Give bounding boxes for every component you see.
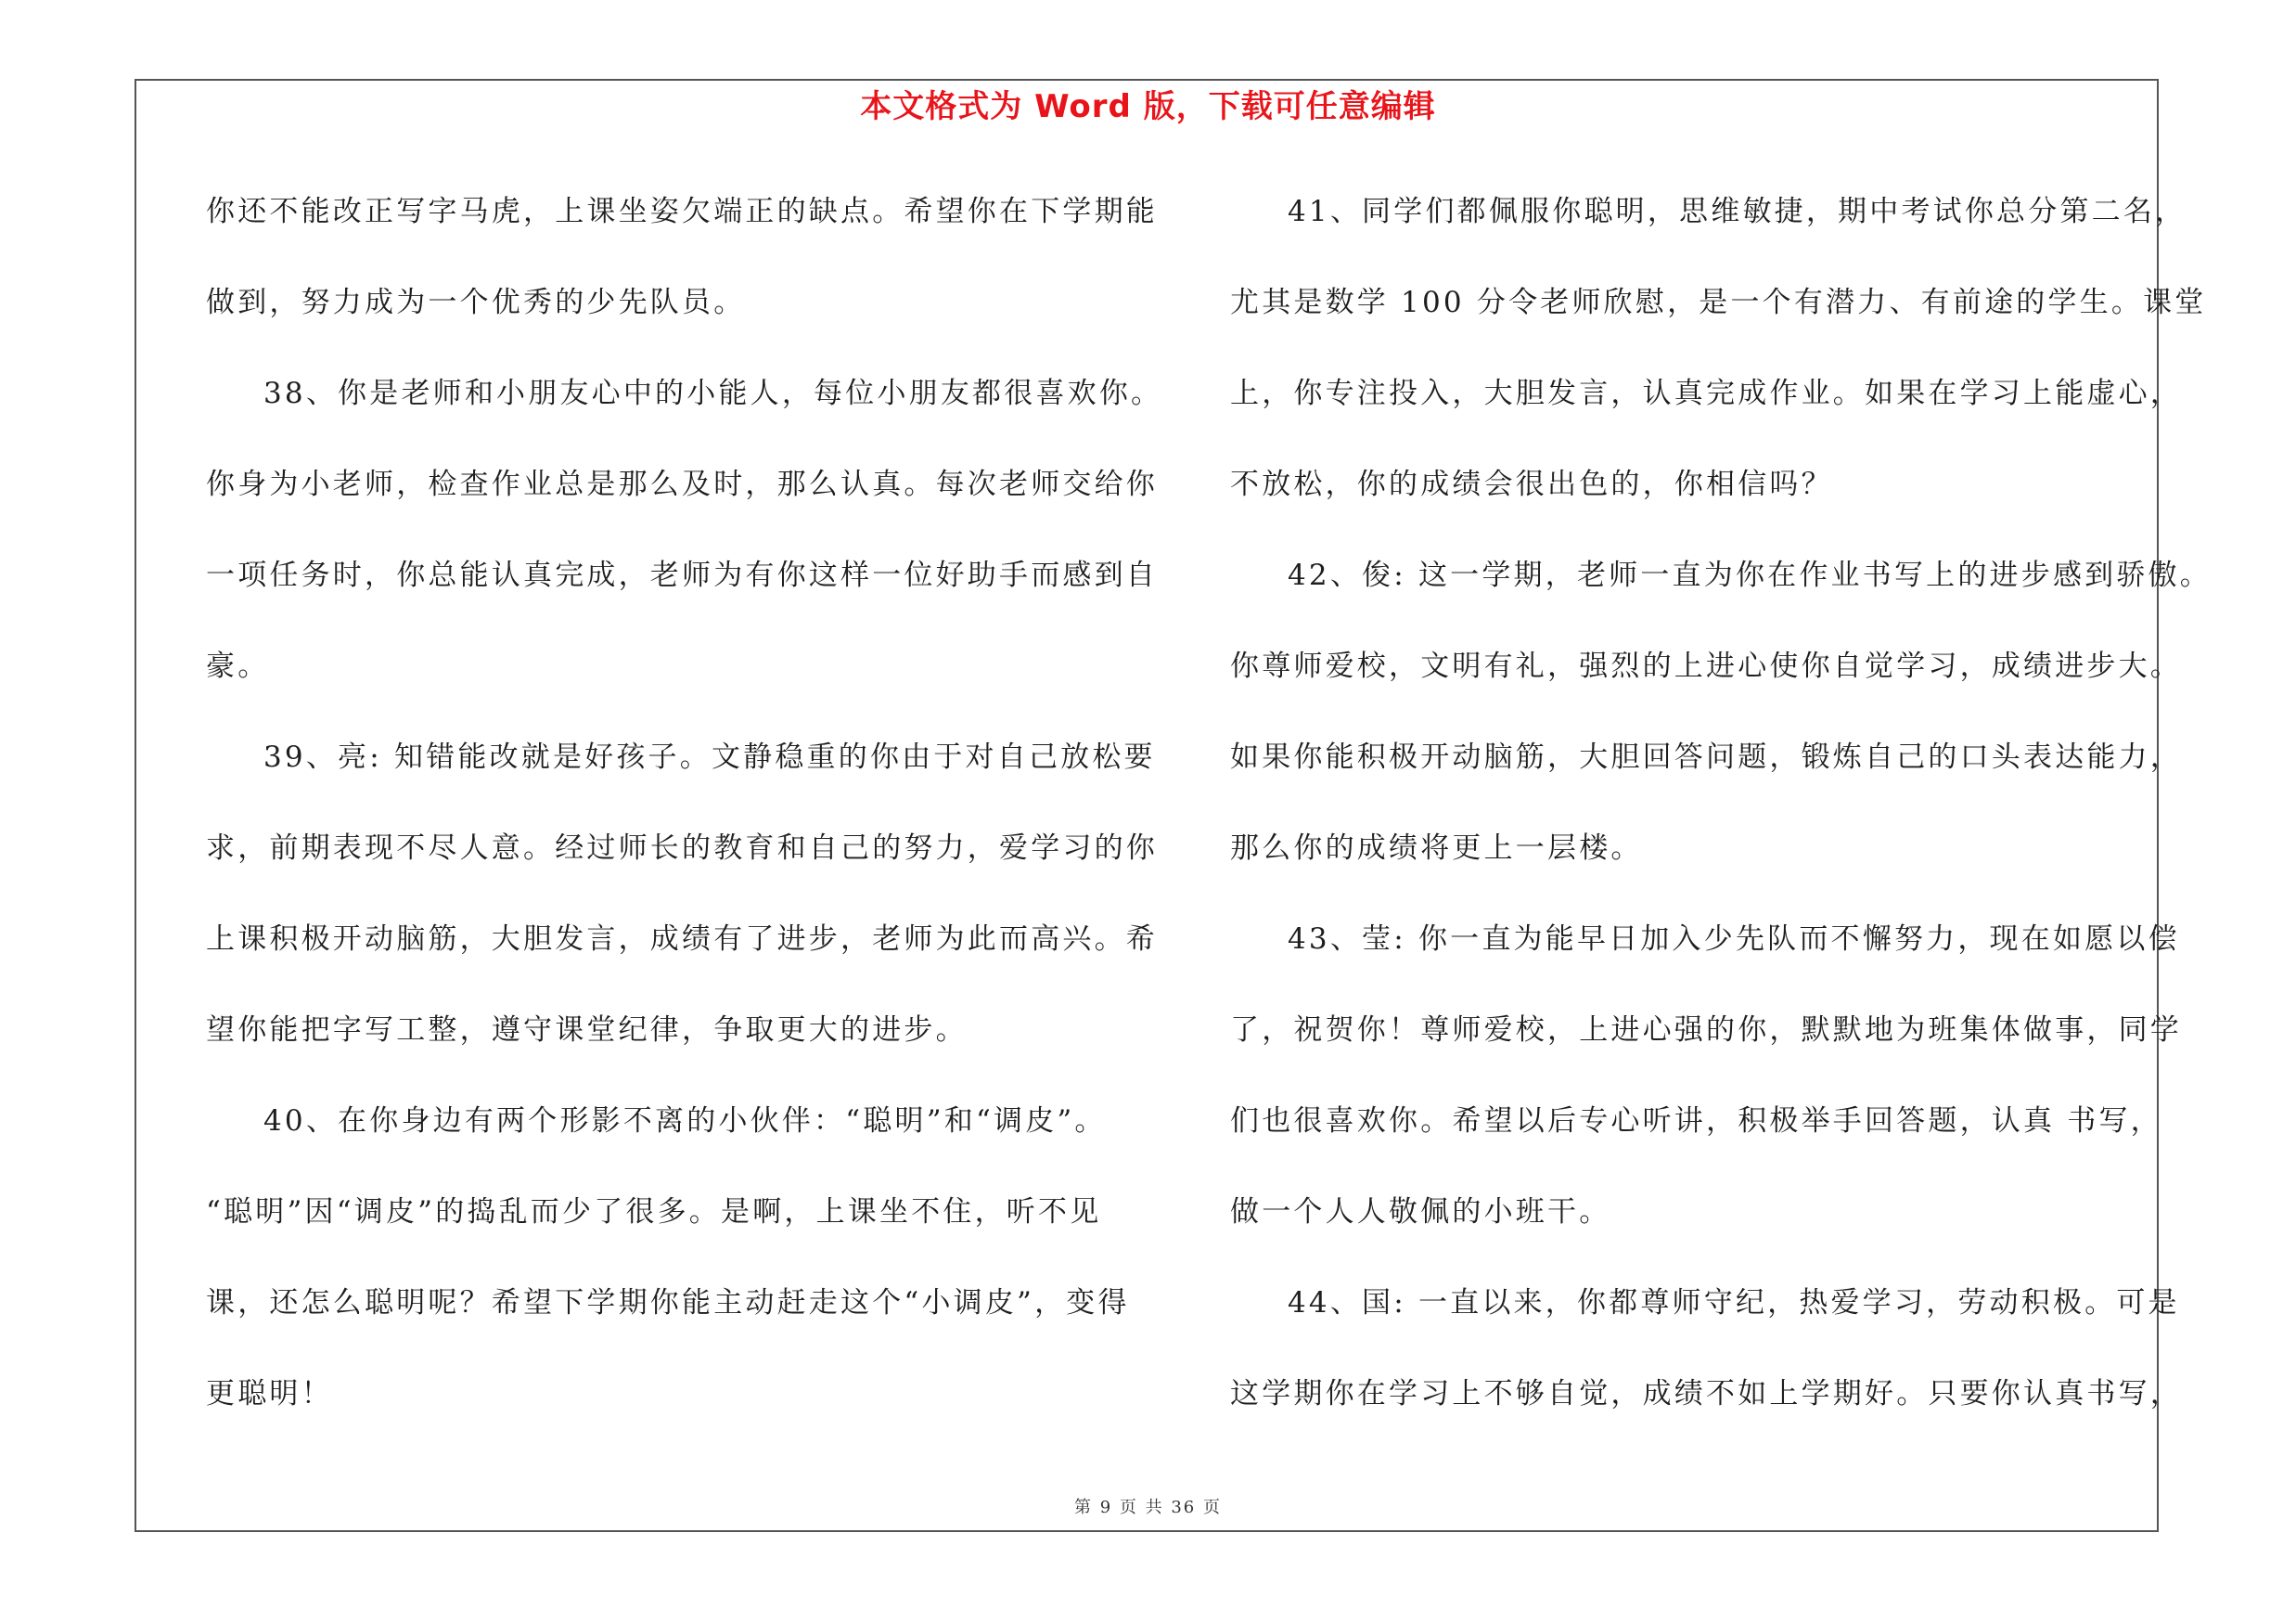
text-line: 那么你的成绩将更上一层楼。 — [1230, 831, 1643, 865]
text-line: 做到，努力成为一个优秀的少先队员。 — [206, 286, 746, 319]
text-line: 们也很喜欢你。希望以后专心听讲，积极举手回答题，认真 书写， — [1230, 1104, 2162, 1138]
text-line: 39、亮: 知错能改就是好孩子。文静稳重的你由于对自己放松要 — [263, 741, 1156, 774]
text-line: 43、莹: 你一直为能早日加入少先队而不懈努力，现在如愿以偿 — [1288, 922, 2180, 956]
text-line: 你身为小老师，检查作业总是那么及时，那么认真。每次老师交给你 — [206, 468, 1158, 501]
text-line: 了，祝贺你！尊师爱校，上进心强的你，默默地为班集体做事，同学 — [1230, 1013, 2182, 1047]
text-line: 望你能把字写工整，遵守课堂纪律，争取更大的进步。 — [206, 1013, 968, 1047]
text-line: 40、在你身边有两个形影不离的小伙伴：“聪明”和“调皮”。 — [263, 1104, 1107, 1138]
page-number-footer: 第 9 页 共 36 页 — [1074, 1498, 1222, 1517]
text-line: 更聪明！ — [206, 1377, 333, 1410]
text-line: 课，还怎么聪明呢？希望下学期你能主动赶走这个“小调皮”，变得 — [206, 1286, 1130, 1320]
right-text-column — [1230, 184, 2212, 1457]
text-line: 你还不能改正写字马虎，上课坐姿欠端正的缺点。希望你在下学期能 — [206, 195, 1158, 228]
text-line: 你尊师爱校，文明有礼，强烈的上进心使你自觉学习，成绩进步大。 — [1230, 650, 2182, 683]
left-text-column — [206, 184, 1163, 1457]
text-line: “聪明”因“调皮”的捣乱而少了很多。是啊，上课坐不住，听不见 — [206, 1195, 1102, 1229]
word-format-banner: 本文格式为 Word 版，下载可任意编辑 — [860, 88, 1436, 125]
text-line: 42、俊: 这一学期，老师一直为你在作业书写上的进步感到骄傲。 — [1288, 559, 2212, 592]
text-line: 41、同学们都佩服你聪明，思维敏捷，期中考试你总分第二名， — [1288, 195, 2187, 228]
text-line: 这学期你在学习上不够自觉，成绩不如上学期好。只要你认真书写， — [1230, 1377, 2182, 1410]
text-line: 不放松，你的成绩会很出色的，你相信吗？ — [1230, 468, 1833, 501]
text-line: 尤其是数学 100 分令老师欣慰，是一个有潜力、有前途的学生。课堂 — [1230, 286, 2207, 319]
text-line: 一项任务时，你总能认真完成，老师为有你这样一位好助手而感到自 — [206, 559, 1158, 592]
text-line: 求，前期表现不尽人意。经过师长的教育和自己的努力，爱学习的你 — [206, 831, 1158, 865]
text-line: 38、你是老师和小朋友心中的小能人，每位小朋友都很喜欢你。 — [263, 377, 1163, 410]
text-line: 上课积极开动脑筋，大胆发言，成绩有了进步，老师为此而高兴。希 — [206, 922, 1158, 956]
text-line: 做一个人人敬佩的小班干。 — [1230, 1195, 1611, 1229]
text-line: 上，你专注投入，大胆发言，认真完成作业。如果在学习上能虚心， — [1230, 377, 2182, 410]
text-line: 44、国: 一直以来，你都尊师守纪，热爱学习，劳动积极。可是 — [1288, 1286, 2180, 1320]
text-line: 豪。 — [206, 650, 270, 683]
text-line: 如果你能积极开动脑筋，大胆回答问题，锻炼自己的口头表达能力， — [1230, 741, 2182, 774]
